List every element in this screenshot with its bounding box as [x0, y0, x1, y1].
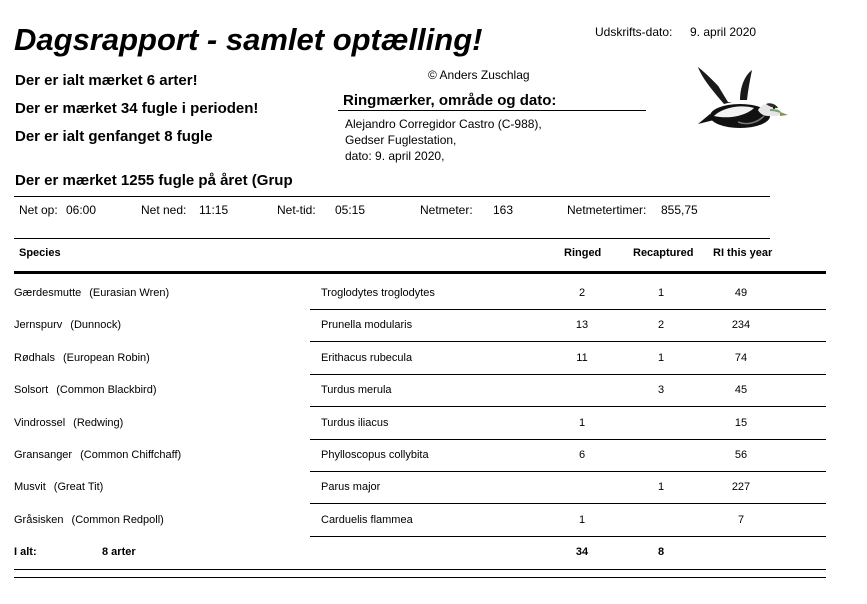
species-english-name: (Common Redpoll) [71, 514, 164, 526]
ringed-count: 2 [578, 287, 586, 299]
species-latin-name: Turdus iliacus [321, 417, 389, 429]
header-recaptured: Recaptured [633, 247, 694, 259]
header-ri-year: RI this year [713, 247, 773, 259]
row-divider [310, 406, 826, 407]
ringed-this-year-count: 15 [734, 417, 748, 429]
ringed-count: 1 [578, 417, 586, 429]
ringed-count: 6 [578, 449, 586, 461]
species-english-name: (Common Blackbird) [56, 384, 157, 396]
net-down-label: Net ned: [141, 203, 187, 217]
recaptured-count: 2 [657, 319, 665, 331]
net-down-value: 11:15 [199, 203, 229, 217]
ringer-underline [338, 110, 646, 111]
species-latin-name: Carduelis flammea [321, 514, 413, 526]
print-date-value: 9. april 2020 [690, 25, 757, 39]
total-species-count: 8 arter [102, 546, 136, 558]
species-english-name: (Great Tit) [53, 481, 104, 493]
row-divider [310, 471, 826, 472]
net-meter-hours-label: Netmetertimer: [567, 203, 647, 217]
species-english-name: (Common Chiffchaff) [80, 449, 182, 461]
net-meter-hours-value: 855,75 [661, 203, 698, 217]
ringer-date: dato: 9. april 2020, [345, 149, 445, 163]
ringed-this-year-count: 227 [731, 481, 751, 493]
species-latin-name: Turdus merula [321, 384, 392, 396]
ringed-count: 1 [578, 514, 586, 526]
ringer-heading: Ringmærker, område og dato: [343, 92, 557, 109]
ringed-this-year-count: 7 [737, 514, 745, 526]
species-latin-name: Phylloscopus collybita [321, 449, 429, 461]
ringed-count: 13 [575, 319, 589, 331]
footer-line-1 [14, 569, 826, 570]
total-recaptured: 8 [657, 546, 665, 558]
summary-year-total: Der er mærket 1255 fugle på året (Grup [15, 172, 293, 189]
row-divider [310, 309, 826, 310]
ringer-name: Alejandro Corregidor Castro (C-988), [345, 117, 542, 131]
divider-net [14, 238, 770, 239]
net-up-value: 06:00 [66, 203, 97, 217]
net-time-value: 05:15 [335, 203, 366, 217]
species-latin-name: Parus major [321, 481, 381, 493]
ringed-this-year-count: 234 [731, 319, 751, 331]
species-english-name: (Eurasian Wren) [89, 287, 170, 299]
total-ringed: 34 [575, 546, 589, 558]
row-divider [310, 503, 826, 504]
species-danish-name: Solsort [14, 384, 49, 396]
row-divider [310, 341, 826, 342]
total-label: I alt: [14, 546, 37, 558]
species-danish-name: Gærdesmutte [14, 287, 82, 299]
row-divider [310, 439, 826, 440]
recaptured-count: 1 [657, 352, 665, 364]
recaptured-count: 3 [657, 384, 665, 396]
ringer-station: Gedser Fuglestation, [345, 133, 457, 147]
species-latin-name: Troglodytes troglodytes [321, 287, 435, 299]
header-divider [14, 271, 826, 274]
recaptured-count: 1 [657, 287, 665, 299]
species-danish-name: Gransanger [14, 449, 73, 461]
species-danish-name: Rødhals [14, 352, 55, 364]
species-danish-name: Gråsisken [14, 514, 64, 526]
species-danish-name: Vindrossel [14, 417, 66, 429]
page-title: Dagsrapport - samlet optælling! [14, 22, 483, 57]
species-english-name: (European Robin) [62, 352, 150, 364]
species-latin-name: Erithacus rubecula [321, 352, 413, 364]
summary-species-count: Der er ialt mærket 6 arter! [15, 72, 198, 89]
species-danish-name: Jernspurv [14, 319, 63, 331]
ringed-count: 11 [576, 352, 588, 364]
ringed-this-year-count: 74 [734, 352, 748, 364]
summary-recaptured: Der er ialt genfanget 8 fugle [15, 128, 213, 145]
header-ringed: Ringed [564, 247, 602, 259]
ringed-this-year-count: 56 [734, 449, 748, 461]
ringed-this-year-count: 45 [734, 384, 748, 396]
copyright: © Anders Zuschlag [428, 68, 530, 82]
row-divider [310, 374, 826, 375]
species-latin-name: Prunella modularis [321, 319, 413, 331]
species-english-name: (Redwing) [73, 417, 124, 429]
eider-duck-icon [692, 64, 790, 136]
net-up-label: Net op: [19, 203, 58, 217]
header-species: Species [19, 247, 61, 259]
ringed-this-year-count: 49 [734, 287, 748, 299]
footer-line-2 [14, 577, 826, 578]
net-meters-value: 163 [493, 203, 514, 217]
summary-birds-ringed: Der er mærket 34 fugle i perioden! [15, 100, 259, 117]
divider-top [14, 196, 770, 197]
net-meters-label: Netmeter: [420, 203, 473, 217]
species-english-name: (Dunnock) [70, 319, 122, 331]
species-danish-name: Musvit [14, 481, 46, 493]
row-divider [310, 536, 826, 537]
recaptured-count: 1 [657, 481, 665, 493]
net-time-label: Net-tid: [277, 203, 316, 217]
print-date-label: Udskrifts-dato: [595, 25, 673, 39]
